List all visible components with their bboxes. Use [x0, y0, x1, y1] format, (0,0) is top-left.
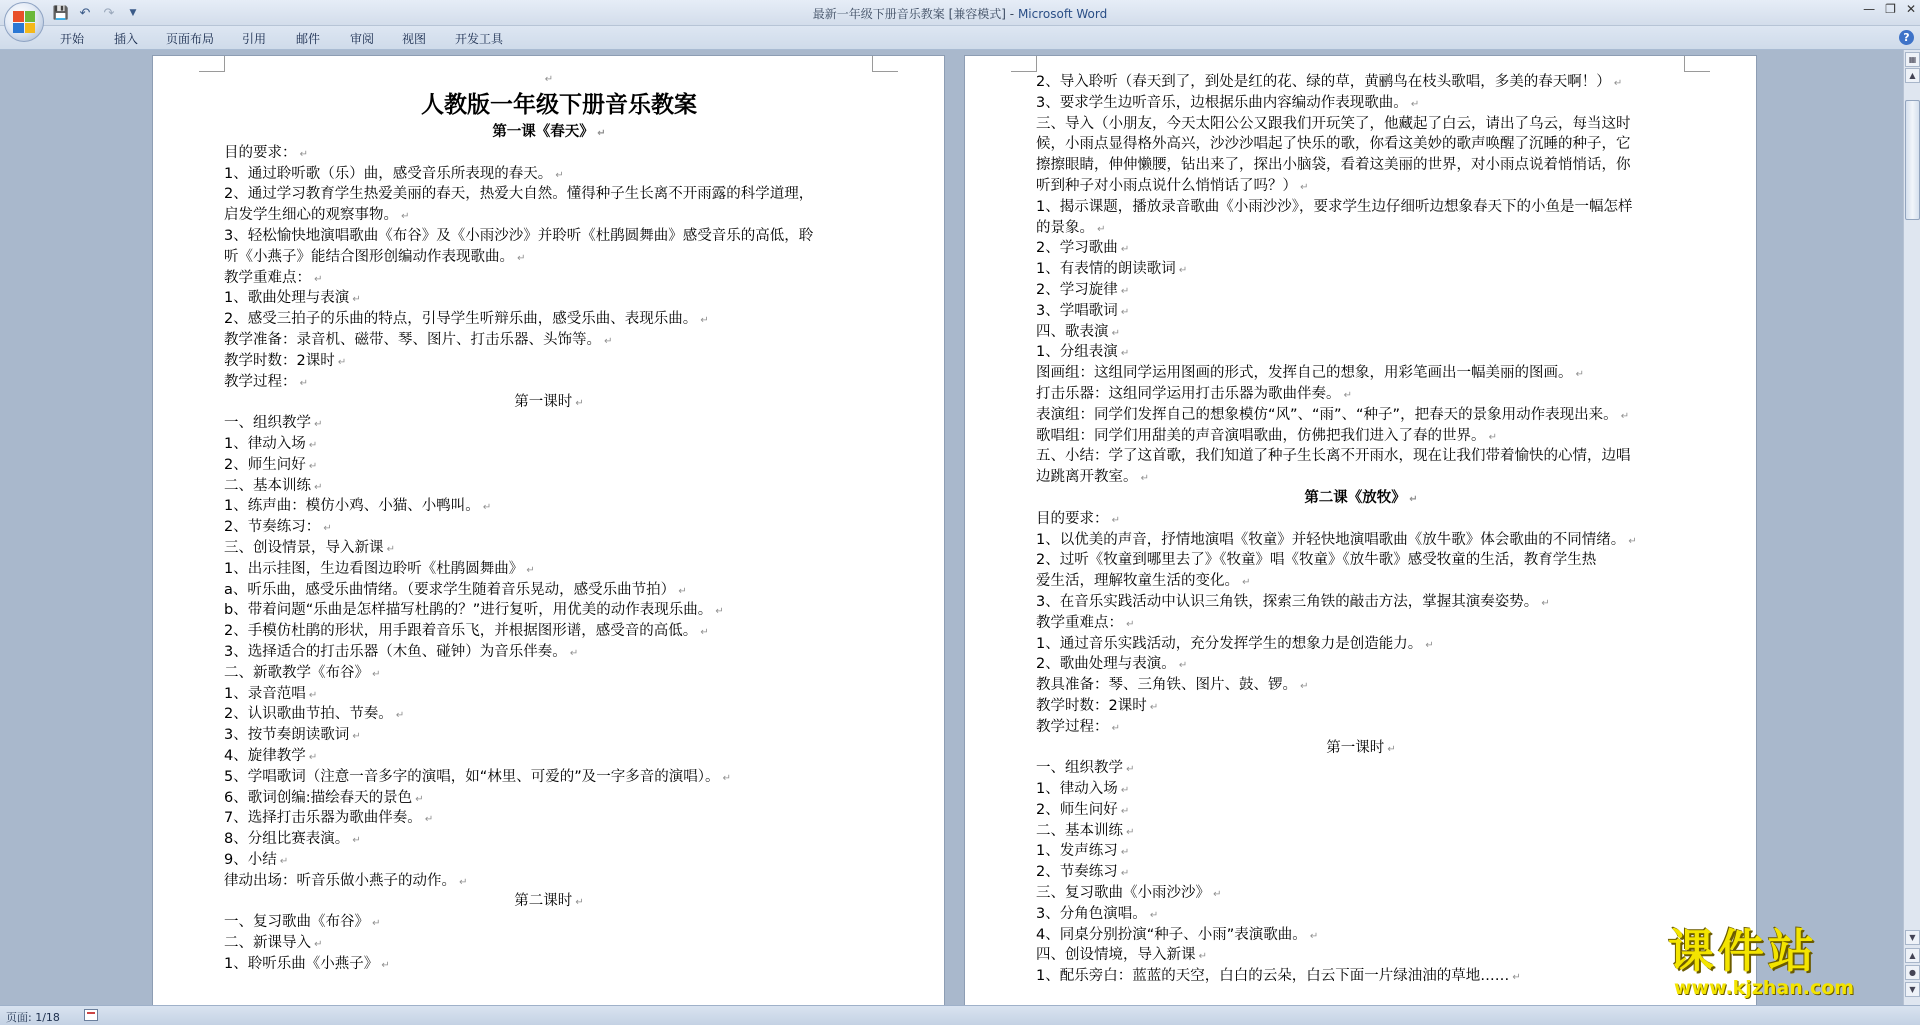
text-line: 四、创设情境，导入新课 ↵: [1036, 945, 1686, 966]
text-line: 一、组织教学 ↵: [224, 413, 874, 434]
page-1-content: [224, 72, 874, 975]
scroll-thumb[interactable]: [1905, 100, 1920, 220]
text-line: 3、轻松愉快地演唱歌曲《布谷》及《小雨沙沙》并聆听《杜鹃圆舞曲》感受音乐的高低，聆: [224, 227, 814, 244]
text-line: 2、节奏练习 ↵: [1036, 862, 1686, 883]
tab-references[interactable]: 引用: [242, 32, 267, 46]
margin-corner-mark: [1684, 56, 1710, 72]
session-heading: 第一课时 ↵: [1036, 738, 1686, 759]
text-line: 1、练声曲：模仿小鸡、小猫、小鸭叫。 ↵: [224, 496, 874, 517]
text-line: 1、以优美的声音，抒情地演唱《牧童》并轻快地演唱歌曲《放牛歌》体会歌曲的不同情绪。 ↵: [1036, 530, 1686, 551]
text-line: 1、律动入场 ↵: [224, 434, 874, 455]
text-line: 爱生活，理解牧童生活的变化。 ↵: [1036, 571, 1686, 592]
minimize-icon[interactable]: —: [1863, 2, 1876, 16]
text-line: 1、分组表演 ↵: [1036, 342, 1686, 363]
text-line: 2、学习旋律 ↵: [1036, 280, 1686, 301]
text-line: 3、按节奏朗读歌词 ↵: [224, 725, 874, 746]
text-line: 的景象。 ↵: [1036, 218, 1686, 239]
text-line: 2、手模仿杜鹃的形状，用手跟着音乐飞，并根据图形谱，感受音的高低。 ↵: [224, 621, 874, 642]
text-line: 2、师生问好 ↵: [1036, 800, 1686, 821]
text-line: 二、基本训练 ↵: [1036, 821, 1686, 842]
session-heading: 第二课时 ↵: [224, 891, 874, 912]
text-line: 1、揭示课题，播放录音歌曲《小雨沙沙》，要求学生边仔细听边想象春天下的小鱼是一幅怎样: [1036, 198, 1633, 215]
next-page-icon[interactable]: ▼: [1905, 982, 1920, 997]
tab-home[interactable]: 开始: [60, 32, 85, 46]
text-line: 1、录音范唱 ↵: [224, 684, 874, 705]
tab-mailings[interactable]: 邮件: [296, 32, 321, 46]
text-line: 四、歌表演 ↵: [1036, 322, 1686, 343]
save-icon[interactable]: 💾: [52, 5, 70, 21]
text-line: 三、创设情景，导入新课 ↵: [224, 538, 874, 559]
text-line: 听《小燕子》能结合图形创编动作表现歌曲。 ↵: [224, 247, 874, 268]
proofing-icon[interactable]: [84, 1009, 98, 1021]
watermark-url: www.kjzhan.com: [1674, 977, 1855, 999]
text-line: 8、分组比赛表演。 ↵: [224, 829, 874, 850]
vertical-scrollbar[interactable]: [1903, 50, 1920, 1005]
ruler-toggle-icon[interactable]: ▦: [1905, 52, 1920, 67]
page-1-lines: [224, 122, 874, 975]
tab-review[interactable]: 审阅: [350, 32, 375, 46]
restore-icon[interactable]: ❐: [1885, 2, 1896, 16]
text-line: 2、学习歌曲 ↵: [1036, 238, 1686, 259]
text-line: 4、旋律教学 ↵: [224, 746, 874, 767]
text-line: 9、小结 ↵: [224, 850, 874, 871]
text-line: 1、聆听乐曲《小燕子》 ↵: [224, 954, 874, 975]
text-line: 1、通过聆听歌（乐）曲，感受音乐所表现的春天。 ↵: [224, 164, 874, 185]
scroll-up-icon[interactable]: ▲: [1905, 68, 1920, 83]
document-title: 人教版一年级下册音乐教案: [421, 91, 697, 118]
margin-corner-mark: [872, 56, 898, 72]
text-line: 3、学唱歌词 ↵: [1036, 301, 1686, 322]
text-line: 教学准备：录音机、磁带、琴、图片、打击乐器、头饰等。 ↵: [224, 330, 874, 351]
text-line: 教学过程： ↵: [1036, 717, 1686, 738]
text-line: 图画组：这组同学运用图画的形式，发挥自己的想象，用彩笔画出一幅美丽的图画。 ↵: [1036, 363, 1686, 384]
tab-developer[interactable]: 开发工具: [455, 32, 504, 46]
previous-page-icon[interactable]: ▲: [1905, 948, 1920, 963]
window-title: 最新一年级下册音乐教案 [兼容模式] - Microsoft Word: [812, 7, 1108, 21]
text-line: 表演组：同学们发挥自己的想象模仿“风”、“雨”、“种子”，把春天的景象用动作表现出来。 ↵: [1036, 405, 1686, 426]
text-line: 1、有表情的朗读歌词 ↵: [1036, 259, 1686, 280]
text-line: 二、新课导入 ↵: [224, 933, 874, 954]
document-workspace: [0, 50, 1920, 1005]
text-line: 教学时数：2课时 ↵: [1036, 696, 1686, 717]
text-line: 7、选择打击乐器为歌曲伴奏。 ↵: [224, 808, 874, 829]
text-line: 五、小结：学了这首歌，我们知道了种子生长离不开雨水，现在让我们带着愉快的心情，边唱: [1036, 448, 1631, 465]
site-watermark: [1668, 925, 1918, 1003]
text-line: 1、出示挂图，生边看图边聆听《杜鹃圆舞曲》 ↵: [224, 559, 874, 580]
text-line: 2、导入聆听（春天到了，到处是红的花、绿的草，黄鹂鸟在枝头歌唱，多美的春天啊！） ↵: [1036, 72, 1686, 93]
text-line: 教学过程： ↵: [224, 372, 874, 393]
text-line: 歌唱组：同学们用甜美的声音演唱歌曲，仿佛把我们进入了春的世界。 ↵: [1036, 426, 1686, 447]
text-line: 2、节奏练习： ↵: [224, 517, 874, 538]
window-controls: [1863, 2, 1916, 16]
text-line: 律动出场：听音乐做小燕子的动作。 ↵: [224, 871, 874, 892]
text-line: 一、复习歌曲《布谷》 ↵: [224, 912, 874, 933]
text-line: 2、师生问好 ↵: [224, 455, 874, 476]
text-line: 2、感受三拍子的乐曲的特点，引导学生听辩乐曲，感受乐曲、表现乐曲。 ↵: [224, 309, 874, 330]
text-line: 候，小雨点显得格外高兴，沙沙沙唱起了快乐的歌，你看这美妙的歌声唤醒了沉睡的种子，它: [1036, 136, 1631, 153]
undo-icon[interactable]: ↶: [79, 5, 91, 21]
lesson-heading: 第二课《放牧》 ↵: [1036, 488, 1686, 509]
text-line: 3、分角色演唱。 ↵: [1036, 904, 1686, 925]
text-line: 教学重难点： ↵: [224, 268, 874, 289]
document-page-1[interactable]: [152, 55, 945, 1005]
app-name: Microsoft Word: [1017, 7, 1108, 21]
text-line: 一、组织教学 ↵: [1036, 758, 1686, 779]
tab-page-layout[interactable]: 页面布局: [166, 32, 215, 46]
text-line: b、带着问题“乐曲是怎样描写杜鹃的？”进行复听，用优美的动作表现乐曲。 ↵: [224, 600, 874, 621]
ribbon-tabs: [0, 26, 1920, 50]
margin-corner-mark: [199, 56, 225, 72]
text-line: 1、通过音乐实践活动，充分发挥学生的想象力是创造能力。 ↵: [1036, 634, 1686, 655]
text-line: 教学时数：2课时 ↵: [224, 351, 874, 372]
tab-view[interactable]: 视图: [402, 32, 427, 46]
title-bar: [0, 0, 1920, 26]
office-button[interactable]: [4, 2, 44, 42]
page-2-content: [1036, 72, 1686, 987]
text-line: 教学重难点： ↵: [1036, 613, 1686, 634]
browse-object-icon[interactable]: ●: [1905, 965, 1920, 980]
text-line: 擦擦眼睛，伸伸懒腰，钻出来了，探出小脑袋，看着这美丽的世界，对小雨点说着悄悄话，你: [1036, 157, 1631, 174]
office-logo-icon: [13, 11, 35, 33]
text-line: 教具准备：琴、三角铁、图片、鼓、锣。 ↵: [1036, 675, 1686, 696]
session-heading: 第一课时 ↵: [224, 392, 874, 413]
text-line: 目的要求： ↵: [224, 143, 874, 164]
paragraph-mark: ↵: [544, 74, 554, 85]
text-line: 5、学唱歌词（注意一音多字的演唱，如“林里、可爱的”及一字多音的演唱）。 ↵: [224, 767, 874, 788]
text-line: a、听乐曲，感受乐曲情绪。（要求学生随着音乐晃动，感受乐曲节拍） ↵: [224, 580, 874, 601]
text-line: 2、歌曲处理与表演。 ↵: [1036, 654, 1686, 675]
page-count[interactable]: 页面: 1/18: [6, 1011, 60, 1024]
text-line: 3、在音乐实践活动中认识三角铁，探索三角铁的敲击方法，掌握其演奏姿势。 ↵: [1036, 592, 1686, 613]
redo-icon[interactable]: ↷: [103, 5, 115, 21]
text-line: 边跳离开教室。 ↵: [1036, 467, 1686, 488]
text-line: 听到种子对小雨点说什么悄悄话了吗？） ↵: [1036, 176, 1686, 197]
text-line: 2、通过学习教育学生热爱美丽的春天，热爱大自然。懂得种子生长离不开雨露的科学道理，: [224, 186, 814, 203]
text-line: 1、配乐旁白：蓝蓝的天空，白白的云朵，白云下面一片绿油油的草地…… ↵: [1036, 966, 1686, 987]
status-bar: [0, 1005, 1920, 1025]
document-name: 最新一年级下册音乐教案 [兼容模式]: [812, 7, 1006, 21]
lesson-heading: 第一课《春天》 ↵: [224, 122, 874, 143]
text-line: 二、基本训练 ↵: [224, 476, 874, 497]
text-line: 三、导入（小朋友，今天太阳公公又跟我们开玩笑了，他藏起了白云，请出了乌云，每当这时: [1036, 115, 1631, 132]
text-line: 启发学生细心的观察事物。 ↵: [224, 205, 874, 226]
text-line: 1、歌曲处理与表演 ↵: [224, 288, 874, 309]
text-line: 打击乐器：这组同学运用打击乐器为歌曲伴奏。 ↵: [1036, 384, 1686, 405]
text-line: 2、认识歌曲节拍、节奏。 ↵: [224, 704, 874, 725]
text-line: 6、歌词创编:描绘春天的景色 ↵: [224, 788, 874, 809]
scroll-down-icon[interactable]: ▼: [1905, 930, 1920, 945]
text-line: 二、新歌教学《布谷》 ↵: [224, 663, 874, 684]
customize-icon[interactable]: ▼: [129, 8, 137, 18]
margin-corner-mark: [1011, 56, 1037, 72]
text-line: 3、要求学生边听音乐，边根据乐曲内容编动作表现歌曲。 ↵: [1036, 93, 1686, 114]
text-line: 三、复习歌曲《小雨沙沙》 ↵: [1036, 883, 1686, 904]
watermark-name: 课件站: [1668, 924, 1818, 978]
text-line: 1、律动入场 ↵: [1036, 779, 1686, 800]
text-line: 2、过听《牧童到哪里去了》《牧童》唱《牧童》《放牛歌》感受牧童的生活，教育学生热: [1036, 552, 1597, 569]
text-line: 目的要求： ↵: [1036, 509, 1686, 530]
text-line: 3、选择适合的打击乐器（木鱼、碰钟）为音乐伴奏。 ↵: [224, 642, 874, 663]
text-line: 1、发声练习 ↵: [1036, 841, 1686, 862]
document-page-2[interactable]: [964, 55, 1757, 1005]
help-icon[interactable]: ?: [1899, 30, 1914, 45]
page-2-lines: [1036, 72, 1686, 987]
text-line: 4、同桌分别扮演“种子、小雨”表演歌曲。 ↵: [1036, 925, 1686, 946]
tab-insert[interactable]: 插入: [114, 32, 139, 46]
close-icon[interactable]: ✕: [1905, 2, 1916, 16]
